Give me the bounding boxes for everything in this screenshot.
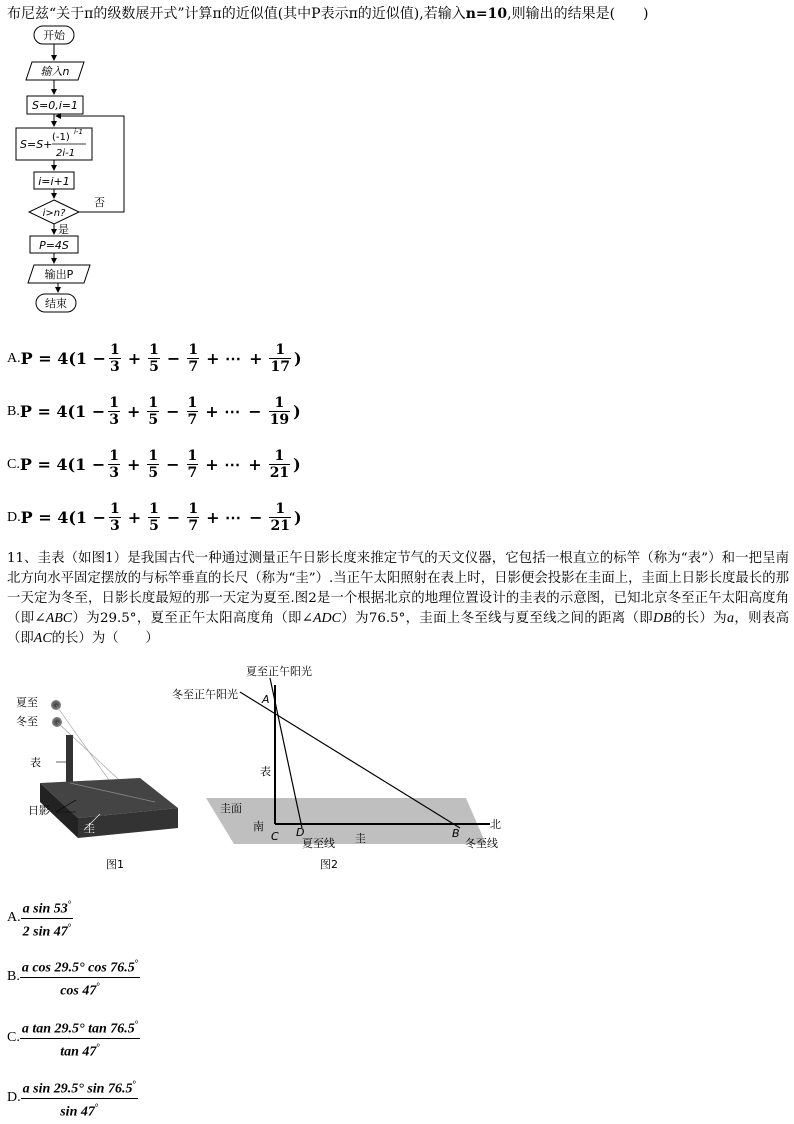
fig2-caption: 图2 (320, 858, 338, 871)
fig1-summer-label: 夏至 (16, 696, 38, 709)
plus-sign: + (127, 508, 142, 527)
q10-stem-n: n=10 (465, 6, 508, 22)
fraction-last: $\frac{1}{21}$ (270, 501, 290, 534)
flow-yes-label: 是 (58, 223, 69, 236)
fig1-shadow-label: 日影 (28, 804, 50, 817)
option-letter: C. (7, 456, 20, 472)
fig1-biao-label: 表 (30, 756, 41, 769)
option-letter: A. (7, 910, 21, 926)
minus-sign: − (166, 402, 180, 421)
fig2-north-label: 北 (490, 818, 501, 831)
option-fraction (20, 955, 141, 999)
last-sign: − (249, 508, 263, 527)
point-b: B (452, 827, 460, 840)
flow-output-label: 输出P (44, 268, 74, 281)
fraction-numerator: a cos 29.5° cos 76.5° (21, 958, 139, 976)
q10-stem-text: 布尼兹“关于π的级数展开式”计算π的近似值(其中P表示π的近似值),若输入 (7, 6, 466, 22)
var-a: a (727, 611, 735, 626)
fraction-1-3: $\frac{1}{3}$ (109, 395, 119, 428)
q10-option-d[interactable] (7, 501, 302, 534)
option-letter: B. (7, 969, 20, 985)
fraction-denominator: tan 47° (20, 1038, 141, 1061)
option-formula (21, 342, 302, 375)
formula-lhs: P = 4(1 − (20, 508, 107, 527)
flow-update-exp: i-1 (74, 128, 83, 136)
fraction-numerator: a sin 29.5° sin 76.5° (22, 1079, 137, 1097)
fraction-last: $\frac{1}{19}$ (269, 395, 290, 428)
fraction-1-7: $\frac{1}{7}$ (188, 501, 199, 534)
close-paren: ) (293, 349, 302, 368)
option-letter: B. (7, 403, 20, 419)
ellipsis: + ⋯ (205, 455, 241, 474)
last-sign: + (248, 455, 262, 474)
ellipsis: + ⋯ (206, 349, 242, 368)
fig2-gui-label: 圭 (355, 832, 366, 845)
fig2-guimian-label: 圭面 (220, 802, 242, 815)
fraction-denominator: 2 sin 47° (21, 918, 74, 941)
fig1-winter-label: 冬至 (16, 715, 38, 728)
q11-option-c[interactable] (7, 1016, 140, 1060)
flow-update-den: 2i-1 (56, 148, 76, 159)
minus-sign: − (166, 349, 181, 368)
flow-update-num: (-1) (52, 132, 70, 143)
ellipsis: + ⋯ (205, 402, 241, 421)
plus-sign: + (127, 349, 142, 368)
minus-sign: − (166, 455, 180, 474)
flow-incr-label: i=i+1 (38, 175, 70, 188)
fig2-summer-sun-label: 夏至正午阳光 (246, 665, 312, 678)
option-letter: D. (7, 1090, 21, 1106)
fig2-winter-line-label: 冬至线 (465, 837, 498, 850)
segment-ac: AC (33, 631, 52, 646)
fraction-1-7: $\frac{1}{7}$ (187, 395, 198, 428)
fig2-south-label: 南 (253, 820, 264, 833)
option-fraction (20, 1016, 141, 1060)
gui-plane (206, 798, 486, 844)
q10-option-a[interactable] (7, 342, 302, 375)
fraction-last: $\frac{1}{21}$ (269, 448, 290, 481)
formula-lhs: P = 4(1 − (20, 349, 107, 368)
q11-option-a[interactable] (7, 896, 73, 940)
formula-lhs: P = 4(1 − (19, 402, 106, 421)
flow-update-lhs: S=S+ (20, 138, 53, 151)
option-letter: A. (7, 350, 21, 366)
option-fraction (21, 1076, 138, 1120)
flow-init-label: S=0,i=1 (32, 99, 78, 112)
flow-start-label: 开始 (43, 29, 65, 42)
fig2-summer-line-label: 夏至线 (302, 837, 335, 850)
q10-stem-tail: ,则输出的结果是( ) (507, 6, 649, 22)
q11-option-d[interactable] (7, 1076, 138, 1120)
fraction-1-3: $\frac{1}{3}$ (109, 448, 119, 481)
plus-sign: + (126, 455, 141, 474)
option-letter: C. (7, 1030, 20, 1046)
flow-calc-label: P=4S (39, 239, 69, 252)
fraction-numerator: a sin 53° (22, 899, 72, 917)
fraction-1-7: $\frac{1}{7}$ (187, 448, 198, 481)
fraction-1-5: $\frac{1}{5}$ (148, 448, 159, 481)
option-formula (20, 395, 301, 428)
flow-input-label: 输入n (40, 65, 70, 78)
fraction-1-3: $\frac{1}{3}$ (110, 501, 120, 534)
gnomon-shape (66, 735, 73, 783)
fraction-last: $\frac{1}{17}$ (270, 342, 290, 375)
close-paren: ) (293, 402, 301, 421)
q10-option-c[interactable] (7, 448, 301, 481)
segment-db: DB (653, 611, 672, 626)
angle-abc: ABC (45, 611, 73, 626)
formula-lhs: P = 4(1 − (19, 455, 106, 474)
ellipsis: + ⋯ (206, 508, 242, 527)
flow-no-label: 否 (94, 196, 105, 209)
flowchart (0, 20, 140, 320)
minus-sign: − (166, 508, 181, 527)
point-a: A (262, 693, 270, 706)
option-formula (20, 448, 301, 481)
fig1-caption: 图1 (106, 858, 124, 871)
close-paren: ) (293, 455, 301, 474)
option-fraction (21, 896, 74, 940)
fraction-1-7: $\frac{1}{7}$ (188, 342, 199, 375)
fig2-biao-label: 表 (260, 765, 271, 778)
last-sign: − (248, 402, 262, 421)
q11-option-b[interactable] (7, 955, 140, 999)
angle-adc: ADC (312, 611, 341, 626)
plus-sign: + (126, 402, 141, 421)
fig1-gui-label: 圭 (84, 822, 95, 835)
point-d: D (296, 826, 305, 839)
fraction-1-3: $\frac{1}{3}$ (110, 342, 120, 375)
flow-cond-label: i>n? (42, 208, 66, 219)
flow-end-label: 结束 (45, 297, 67, 310)
fraction-denominator: cos 47° (20, 977, 141, 1000)
option-formula (21, 501, 302, 534)
figure-2 (170, 660, 510, 875)
fraction-1-5: $\frac{1}{5}$ (149, 342, 159, 375)
last-sign: + (249, 349, 263, 368)
fraction-1-5: $\frac{1}{5}$ (149, 501, 159, 534)
fraction-1-5: $\frac{1}{5}$ (148, 395, 159, 428)
q11-stem: 11、圭表（如图1）是我国古代一种通过测量正午日影长度来推定节气的天文仪器，它包括一根直立的标竿（称为“表”）和一把呈南北方向水平固定摆放的与标竿垂直的长尺（称为“圭”）.当正午太阳照射在表上时，日影便会投影在圭面上，圭面上日影长度最长的那一天定为冬至，日影长度最短的那一天定为夏至.图2是一个根据北京的地理位置设计的圭表的示意图，已知北京冬至正午太阳高度角（即∠ABC）为29.5°，夏至正午太阳高度角（即∠ADC）为76.5°，圭面上冬至线与夏至线之间的距离（即DB的长）为a，则表高（即AC的长）为（ ） (7, 551, 789, 646)
fraction-denominator: sin 47° (21, 1098, 138, 1121)
option-letter: D. (7, 509, 21, 525)
close-paren: ) (293, 508, 302, 527)
fraction-numerator: a tan 29.5° tan 76.5° (21, 1019, 139, 1037)
fig2-winter-sun-label: 冬至正午阳光 (172, 688, 238, 701)
point-c: C (271, 830, 279, 843)
q10-option-b[interactable] (7, 395, 301, 428)
